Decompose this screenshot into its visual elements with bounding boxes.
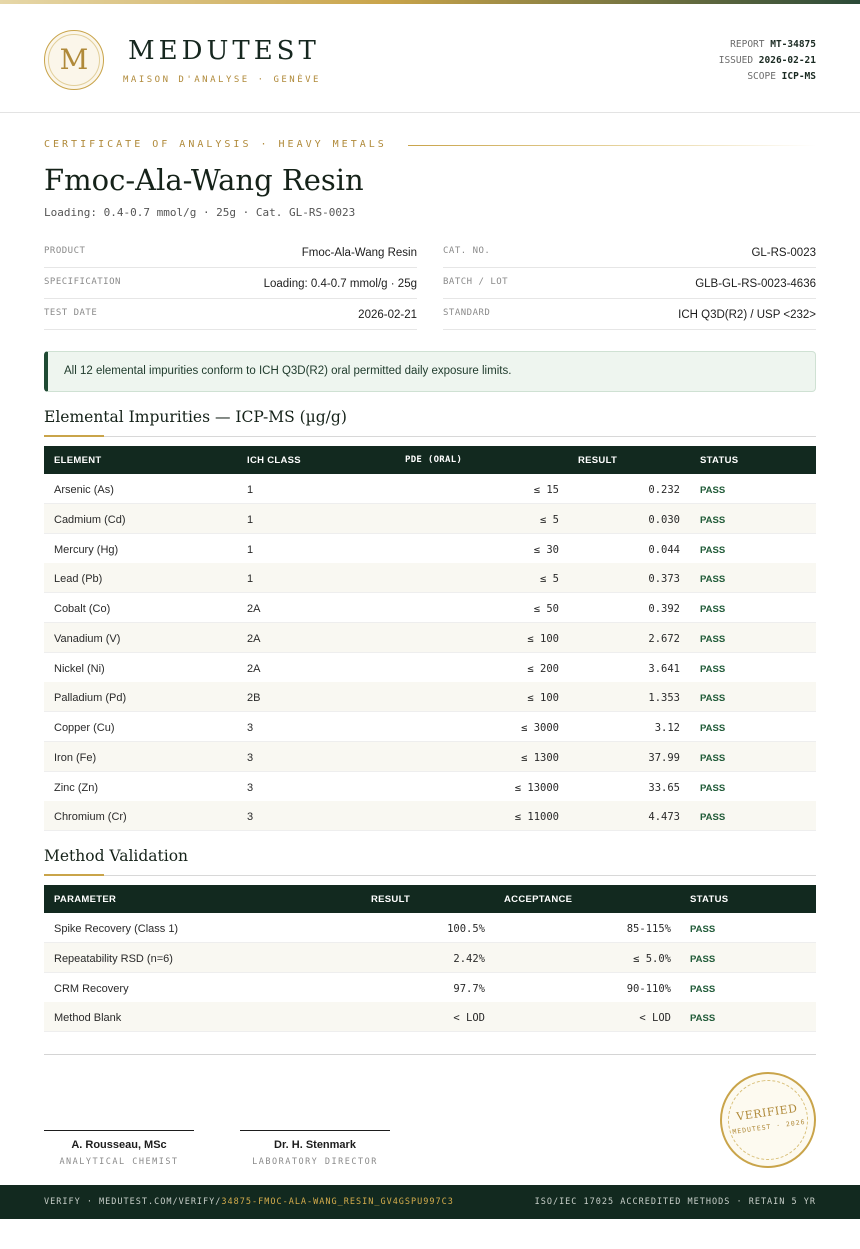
- result-value: 100.5%: [447, 923, 485, 935]
- element-name: Lead (Pb): [54, 573, 103, 586]
- col-parameter: PARAMETER: [54, 894, 117, 905]
- ich-class: 3: [247, 781, 254, 794]
- section-divider: [44, 875, 816, 876]
- status-badge: PASS: [690, 924, 716, 935]
- impurities-table-header: [44, 446, 816, 474]
- status-badge: PASS: [700, 485, 726, 496]
- info-value: Loading: 0.4-0.7 mmol/g · 25g: [263, 278, 417, 290]
- section-accent: [44, 874, 104, 876]
- pde-limit: ≤ 13000: [514, 781, 559, 794]
- conformance-banner: [44, 351, 816, 392]
- result-value: 33.65: [648, 781, 680, 794]
- status-badge: PASS: [690, 1013, 716, 1025]
- pde-limit: ≤ 15: [533, 484, 559, 496]
- signature-divider: [44, 1054, 816, 1055]
- col-status: STATUS: [700, 455, 739, 466]
- status-badge: PASS: [700, 574, 726, 586]
- info-row-batch: [443, 268, 816, 299]
- result-value: 2.42%: [453, 952, 485, 965]
- table-row: [44, 973, 816, 1003]
- table-row: [44, 653, 816, 683]
- seal-text: VERIFIED: [735, 1101, 799, 1124]
- ich-class: 3: [247, 722, 254, 734]
- brand-tagline: MAISON D'ANALYSE · GENÈVE: [123, 75, 321, 85]
- info-row-test-date: [44, 299, 417, 330]
- pde-limit: ≤ 50: [533, 603, 559, 615]
- table-row: [44, 504, 816, 534]
- result-value: 0.030: [648, 513, 680, 526]
- pde-limit: ≤ 1300: [521, 751, 559, 764]
- page-footer: [0, 1185, 860, 1219]
- col-result: RESULT: [578, 455, 618, 466]
- info-row-standard: [443, 299, 816, 330]
- table-row: [44, 943, 816, 973]
- acceptance-range: ≤ 5.0%: [633, 952, 671, 965]
- acceptance-range: < LOD: [639, 1012, 671, 1025]
- verify-text: [44, 1197, 454, 1207]
- info-label: PRODUCT: [44, 246, 86, 256]
- status-badge: PASS: [700, 752, 726, 764]
- table-row: [44, 563, 816, 593]
- verify-prefix: VERIFY · MEDUTEST.COM/VERIFY/: [44, 1197, 222, 1207]
- ich-class: 1: [247, 484, 254, 496]
- issued-date: 2026-02-21: [758, 55, 816, 66]
- brand-name: MEDUTEST: [128, 36, 320, 66]
- table-row: [44, 712, 816, 742]
- pde-limit: ≤ 30: [533, 543, 559, 556]
- element-name: Cadmium (Cd): [54, 513, 126, 526]
- info-value: ICH Q3D(R2) / USP <232>: [678, 309, 816, 321]
- result-value: 3.12: [654, 722, 680, 734]
- product-subtitle: Loading: 0.4-0.7 mmol/g · 25g · Cat. GL-RS-0023: [44, 206, 356, 219]
- scope-label: SCOPE: [747, 71, 776, 82]
- table-row: [44, 534, 816, 564]
- status-badge: PASS: [700, 693, 726, 705]
- status-badge: PASS: [700, 663, 726, 675]
- pde-limit: ≤ 100: [527, 692, 559, 705]
- info-label: BATCH / LOT: [443, 277, 509, 287]
- parameter-name: Repeatability RSD (n=6): [54, 952, 173, 965]
- product-title: Fmoc-Ala-Wang Resin: [44, 163, 364, 197]
- signature-director: [240, 1130, 390, 1167]
- info-label: CAT. NO.: [443, 246, 491, 256]
- table-row: [44, 1002, 816, 1032]
- element-name: Arsenic (As): [54, 484, 114, 496]
- result-value: 0.373: [648, 573, 680, 586]
- impurities-section-title: Elemental Impurities — ICP-MS (µg/g): [44, 408, 347, 426]
- element-name: Copper (Cu): [54, 722, 115, 734]
- table-row: [44, 474, 816, 504]
- info-label: SPECIFICATION: [44, 277, 121, 287]
- info-row-product: [44, 237, 417, 268]
- verified-seal: [714, 1066, 822, 1174]
- validation-table-header: [44, 885, 816, 913]
- element-name: Chromium (Cr): [54, 811, 127, 824]
- result-value: 0.232: [648, 484, 680, 496]
- pde-limit: ≤ 3000: [521, 722, 559, 734]
- issued-label: ISSUED: [718, 55, 754, 66]
- result-value: 2.672: [648, 632, 680, 645]
- page-header: [0, 4, 860, 113]
- accreditation-note: ISO/IEC 17025 ACCREDITED METHODS · RETAIN 5 YR: [534, 1197, 816, 1207]
- result-value: 0.392: [648, 603, 680, 615]
- col-ich-class: ICH CLASS: [247, 455, 301, 466]
- col-result: RESULT: [371, 894, 411, 905]
- table-row: [44, 801, 816, 831]
- ich-class: 3: [247, 811, 254, 824]
- col-status: STATUS: [690, 894, 729, 905]
- status-badge: PASS: [700, 633, 726, 645]
- certificate-label: CERTIFICATE OF ANALYSIS · HEAVY METALS: [44, 139, 387, 150]
- table-row: [44, 742, 816, 772]
- status-badge: PASS: [690, 983, 716, 995]
- element-name: Nickel (Ni): [54, 662, 105, 675]
- section-divider: [44, 436, 816, 437]
- element-name: Cobalt (Co): [54, 603, 111, 615]
- info-row-specification: [44, 268, 417, 299]
- pde-limit: ≤ 200: [527, 662, 559, 675]
- ich-class: 3: [247, 751, 254, 764]
- element-name: Mercury (Hg): [54, 543, 119, 556]
- report-meta: [719, 37, 816, 85]
- ich-class: 2A: [247, 662, 261, 675]
- ich-class: 1: [247, 573, 254, 586]
- status-badge: PASS: [700, 514, 726, 526]
- certificate-divider: [408, 145, 816, 146]
- signatory-role: ANALYTICAL CHEMIST: [59, 1157, 179, 1167]
- signature-line: [44, 1130, 194, 1131]
- report-label: REPORT: [730, 39, 765, 50]
- result-value: 0.044: [648, 543, 680, 556]
- element-name: Iron (Fe): [54, 751, 97, 764]
- logo-emblem: [44, 30, 104, 90]
- result-value: < LOD: [453, 1012, 485, 1025]
- element-name: Vanadium (V): [54, 632, 121, 645]
- info-value: Fmoc-Ala-Wang Resin: [301, 247, 417, 259]
- ich-class: 2B: [247, 692, 261, 705]
- acceptance-range: 90-110%: [626, 982, 671, 995]
- table-row: [44, 682, 816, 712]
- result-value: 97.7%: [453, 982, 485, 995]
- signature-analyst: [44, 1130, 194, 1167]
- info-label: TEST DATE: [44, 308, 98, 318]
- validation-section-title: Method Validation: [44, 847, 189, 865]
- info-row-cat-no: [443, 237, 816, 268]
- ich-class: 1: [247, 543, 254, 556]
- col-element: ELEMENT: [54, 455, 102, 466]
- result-value: 4.473: [648, 811, 680, 824]
- info-value: GL-RS-0023: [751, 247, 816, 259]
- signatory-name: Dr. H. Stenmark: [274, 1139, 356, 1151]
- seal-subtext: MEDUTEST · 2026: [731, 1117, 807, 1137]
- info-value: GLB-GL-RS-0023-4636: [695, 278, 816, 290]
- info-label: STANDARD: [443, 308, 491, 318]
- col-acceptance: ACCEPTANCE: [504, 894, 573, 905]
- result-value: 1.353: [648, 692, 680, 705]
- element-name: Zinc (Zn): [54, 781, 98, 794]
- report-number: MT-34875: [770, 39, 816, 50]
- signatory-name: A. Rousseau, MSc: [71, 1139, 167, 1151]
- col-pde: PDE (ORAL): [405, 455, 463, 465]
- logo-letter: M: [59, 43, 89, 76]
- pde-limit: ≤ 11000: [514, 811, 559, 824]
- table-row: [44, 623, 816, 653]
- status-badge: PASS: [700, 782, 726, 794]
- section-accent: [44, 435, 104, 437]
- status-badge: PASS: [700, 544, 726, 556]
- table-row: [44, 772, 816, 802]
- conformance-text: All 12 elemental impurities conform to ICH Q3D(R2) oral permitted daily exposure limits.: [64, 365, 512, 377]
- table-row: [44, 913, 816, 943]
- pde-limit: ≤ 5: [540, 513, 559, 526]
- signature-line: [240, 1130, 390, 1131]
- parameter-name: Spike Recovery (Class 1): [54, 923, 179, 935]
- status-badge: PASS: [700, 723, 726, 734]
- parameter-name: CRM Recovery: [54, 982, 129, 995]
- scope-value: ICP-MS: [781, 71, 816, 82]
- signatory-role: LABORATORY DIRECTOR: [252, 1157, 378, 1167]
- status-badge: PASS: [700, 604, 726, 615]
- ich-class: 1: [247, 513, 254, 526]
- element-name: Palladium (Pd): [54, 692, 127, 705]
- acceptance-range: 85-115%: [626, 923, 671, 935]
- verify-link[interactable]: 34875-FMOC-ALA-WANG_RESIN_GV4GSPU997C3: [221, 1197, 454, 1207]
- info-value: 2026-02-21: [358, 309, 417, 321]
- parameter-name: Method Blank: [54, 1012, 122, 1025]
- status-badge: PASS: [690, 953, 716, 965]
- table-row: [44, 593, 816, 623]
- status-badge: PASS: [700, 812, 726, 824]
- pde-limit: ≤ 100: [527, 632, 559, 645]
- ich-class: 2A: [247, 632, 261, 645]
- result-value: 37.99: [648, 751, 680, 764]
- pde-limit: ≤ 5: [540, 573, 559, 586]
- result-value: 3.641: [648, 662, 680, 675]
- ich-class: 2A: [247, 603, 261, 615]
